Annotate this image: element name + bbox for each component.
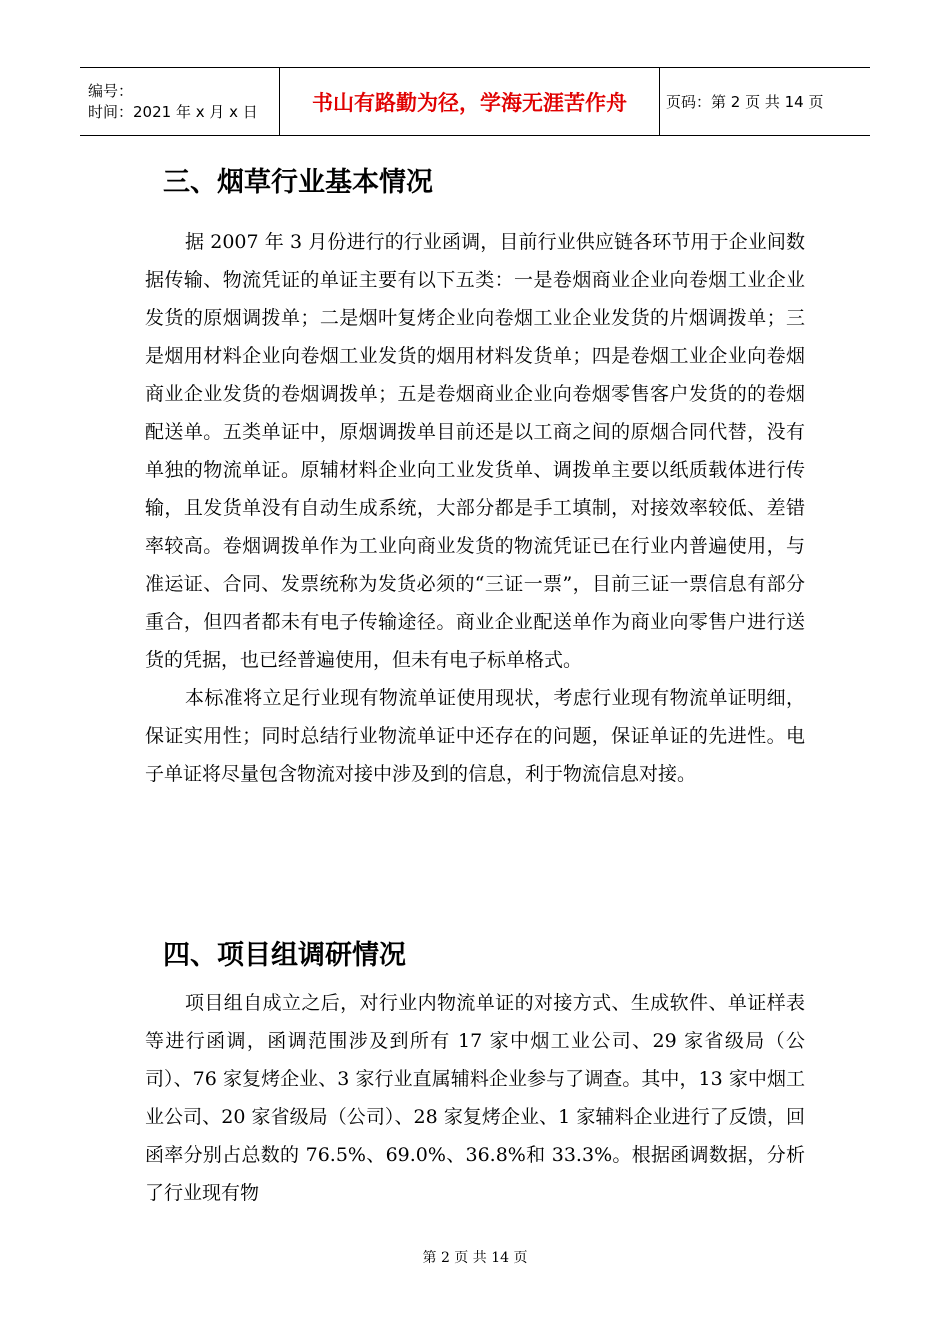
section-3-body	[145, 223, 805, 793]
time-label: 时间：2021 年 x 月 x 日	[88, 102, 258, 121]
section-4-title: 四、项目组调研情况	[163, 940, 406, 971]
header-motto-cell	[280, 68, 660, 135]
page-header	[80, 67, 870, 136]
header-page-cell	[660, 68, 870, 135]
section-3-title: 三、烟草行业基本情况	[163, 167, 433, 198]
page-info: 页码：第 2 页 共 14 页	[666, 93, 824, 111]
number-label: 编号：	[88, 81, 134, 100]
motto-text: 书山有路勤为径，学海无涯苦作舟	[312, 90, 627, 115]
section-3-paragraph-2: 本标准将立足行业现有物流单证使用现状，考虑行业现有物流单证明细，保证实用性；同时总结行业物流单证中还存在的问题，保证单证的先进性。电子单证将尽量包含物流对接中涉及到的信息，利于物流信息对接。	[145, 687, 805, 785]
section-4-body	[145, 984, 805, 1212]
section-3-paragraph-1: 据 2007 年 3 月份进行的行业函调，目前行业供应链各环节用于企业间数据传输、物流凭证的单证主要有以下五类：一是卷烟商业企业向卷烟工业企业发货的原烟调拨单；二是烟叶复烤企业向卷烟工业企业发货的片烟调拨单；三是烟用材料企业向卷烟工业发货的烟用材料发货单；四是卷烟工业企业向卷烟商业企业发货的卷烟调拨单；五是卷烟商业企业向卷烟零售客户发货的的卷烟配送单。五类单证中，原烟调拨单目前还是以工商之间的原烟合同代替，没有单独的物流单证。原辅材料企业向工业发货单、调拨单主要以纸质载体进行传输，且发货单没有自动生成系统，大部分都是手工填制，对接效率较低、差错率较高。卷烟调拨单作为工业向商业发货的物流凭证已在行业内普遍使用，与准运证、合同、发票统称为发货必须的“三证一票”，目前三证一票信息有部分重合，但四者都未有电子传输途径。商业企业配送单作为商业向零售户进行送货的凭据，也已经普遍使用，但未有电子标单格式。	[145, 231, 805, 671]
page-footer: 第 2 页 共 14 页	[422, 1250, 528, 1266]
section-4-paragraph-1: 项目组自成立之后，对行业内物流单证的对接方式、生成软件、单证样表等进行函调，函调范围涉及到所有 17 家中烟工业公司、29 家省级局（公司）、76 家复烤企业、3 家行业直属辅料企业参与了调查。其中，13 家中烟工业公司、20 家省级局（公司）、28 家复烤企业、1 家辅料企业进行了反馈，回函率分别占总数的 76.5%、69.0%、36.8%和 33.3%。根据函调数据，分析了行业现有物	[145, 992, 805, 1204]
header-left-cell	[80, 68, 280, 135]
